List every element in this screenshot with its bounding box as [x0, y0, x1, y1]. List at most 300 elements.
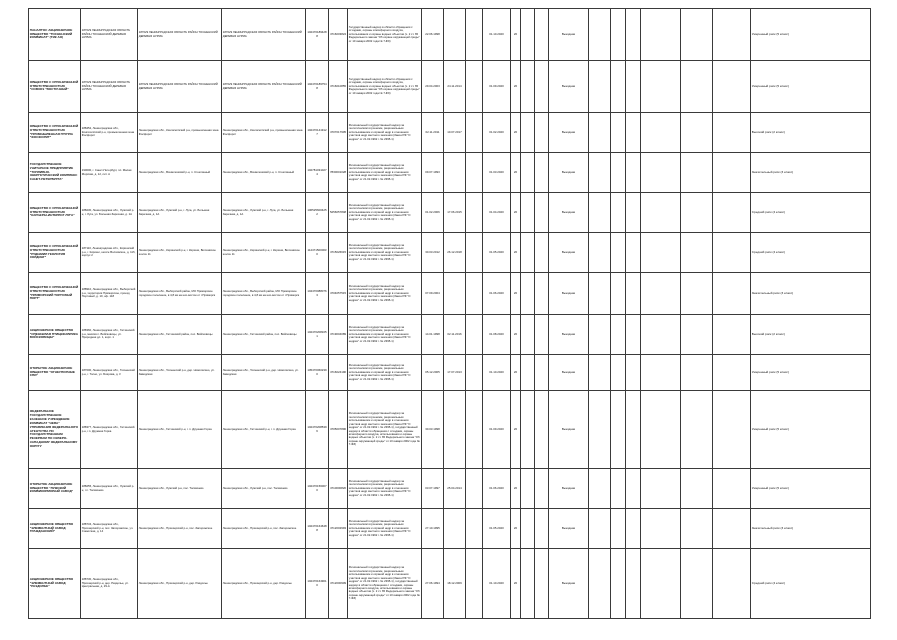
table-row	[29, 355, 871, 391]
cell-empty	[713, 153, 751, 193]
cell-date1: 14.01.1998	[422, 315, 444, 355]
cell-empty	[713, 549, 751, 619]
cell-ogrn: 1024701419127	[306, 113, 329, 153]
cell-address1: 188360, Ленинградская обл., Гатчинский р-н, массив п. Войсковицы, ул. Природная дл. 1, корп. 1	[81, 315, 138, 355]
cell-form: Выездная	[549, 9, 589, 61]
cell-date1: 02.11.2011	[422, 113, 444, 153]
cell-empty	[626, 355, 641, 391]
cell-empty	[611, 549, 626, 619]
cell-address3: Ленинградская обл., Лужский р-н, пос. Толмачево	[222, 469, 306, 509]
cell-empty	[535, 113, 549, 153]
cell-inn: 4707017905	[329, 113, 348, 153]
cell-inn: 4712000909	[329, 549, 348, 619]
cell-date1: 07.09.2004	[422, 273, 444, 315]
cell-desc: Региональный государственный надзор за геологическим изучением, рациональным использованием и охраной недр в отношении участков недр местного значения (Закон РФ "О недрах" от 21.02.1992 г. № 2395-1)	[348, 355, 422, 391]
cell-risk: Значительный риск (3 класс)	[751, 509, 871, 549]
cell-address2: Ленинградская обл., Лужский р-н, пос. Толмачево	[138, 469, 222, 509]
cell-empty	[611, 9, 626, 61]
cell-name: ОБЩЕСТВО С ОГРАНИЧЕННОЙ ОТВЕТСТВЕННОСТЬЮ "ПРИМОРСКИЙ ТОРГОВЫЙ ПОРТ"	[29, 273, 81, 315]
cell-date2	[444, 153, 466, 193]
cell-ogrn: 1024701649010	[306, 549, 329, 619]
cell-date1: 29.04.2003	[422, 61, 444, 113]
cell-empty	[626, 9, 641, 61]
cell-ogrn: 1124715000030	[306, 233, 329, 273]
cell-empty	[466, 509, 483, 549]
cell-date2	[444, 391, 466, 469]
cell-start: 01.08.2020	[483, 315, 511, 355]
cell-empty	[466, 193, 483, 233]
cell-desc: Региональный государственный надзор за геологическим изучением, рациональным использованием и охраной недр в отношении участков недр местного значения (Закон РФ "О недрах" от 21.02.1992 г. № 2395-1)	[348, 315, 422, 355]
cell-form: Выездная	[549, 469, 589, 509]
cell-risk: Средний риск (4 класс)	[751, 193, 871, 233]
cell-address1: 187000, Ленинградская обл., Тосненский р-н, г. Тосно, ул. Боярова, д. 3	[81, 355, 138, 391]
cell-date2: 24.11.2014	[444, 61, 466, 113]
cell-empty	[589, 113, 611, 153]
cell-address3: Ленинградская обл., Лужский р-н, г. Луга, ул. Большая Заречная, д. 1А	[222, 193, 306, 233]
cell-address1: 188230, Ленинградская обл., Лужский р-н, г. Луга, ул. Большая Заречная, д. 1А	[81, 193, 138, 233]
cell-start: 01.10.2020	[483, 9, 511, 61]
cell-date1: 01.02.2006	[422, 193, 444, 233]
cell-address2: 187029 ЛЕНИНГРАДСКАЯ ОБЛАСТЬ РАЙОН ТОСНЕНСКИЙ ДЕРЕВНЯ НУРМА	[138, 61, 222, 113]
cell-empty	[589, 391, 611, 469]
cell-inn: 4716024190	[329, 355, 348, 391]
cell-form: Выездная	[549, 549, 589, 619]
cell-desc: Государственный надзор в области обращения с отходами, охраны атмосферного воздуха, использования и охраны водных объектов (ч. 2 ст. 65 Федерального закона "Об охране окружающей среды" от 10 января 2002 года № 7-ФЗ)	[348, 9, 422, 61]
cell-start: 01.05.2020	[483, 509, 511, 549]
cell-date2: 17.06.2015	[444, 193, 466, 233]
cell-risk: Значительный риск (3 класс)	[751, 273, 871, 315]
cell-empty	[681, 273, 713, 315]
cell-address3: 187029 ЛЕНИНГРАДСКАЯ ОБЛАСТЬ РАЙОН ТОСНЕНСКИЙ ДЕРЕВНЯ НУРМА	[222, 61, 306, 113]
cell-empty	[611, 355, 626, 391]
cell-address1: 190000, г. Санкт-Петербург, пл. Малая Морская, д. 12, лит. А	[81, 153, 138, 193]
cell-date2: 26.12.2018	[444, 233, 466, 273]
cell-address2: Ленинградская обл., Гатчинский р-н, г. п. Дружная Горка	[138, 391, 222, 469]
cell-date2: 18.12.2009	[444, 549, 466, 619]
cell-empty	[641, 509, 681, 549]
cell-empty	[589, 193, 611, 233]
cell-empty	[466, 153, 483, 193]
cell-form: Выездная	[549, 233, 589, 273]
cell-address2: Ленинградская обл., Кингисеппский р-н, промышленная зона Фосфорит	[138, 113, 222, 153]
cell-empty	[626, 315, 641, 355]
cell-empty	[521, 391, 535, 469]
cell-address1: 188910, Ленинградская обл., Выборгский р-н, территория Приморское, проезд Портовый, д. 10, оф. 118	[81, 273, 138, 315]
cell-empty	[713, 469, 751, 509]
table-row	[29, 9, 871, 61]
cell-desc: Региональный государственный надзор за геологическим изучением, рациональным использованием и охраной недр в отношении участков недр местного значения (Закон РФ "О недрах" от 21.02.1992 г. № 2395-1)	[348, 469, 422, 509]
cell-ogrn: 1027810310274	[306, 153, 329, 193]
cell-desc: Государственный надзор в области обращения с отходами, охраны атмосферного воздуха, использования и охраны водных объектов (ч. 2 ст. 65 Федерального закона "Об охране окружающей среды" от 10 января 2002 года № 7-ФЗ)	[348, 61, 422, 113]
cell-empty	[681, 233, 713, 273]
cell-address2: Ленинградская обл., Приозерский р-н, пос. Запорожское	[138, 509, 222, 549]
cell-name: ОБЩЕСТВО С ОГРАНИЧЕННОЙ ОТВЕТСТВЕННОСТЬЮ "ПРОМЫШЛЕННАЯ ГРУППА "ФОСФОРИТ"	[29, 113, 81, 153]
cell-form: Выездная	[549, 509, 589, 549]
cell-empty	[641, 233, 681, 273]
cell-address3: Ленинградская обл., Гатчинский р-н, г. п. Дружная Горка	[222, 391, 306, 469]
cell-start: 01.10.2020	[483, 549, 511, 619]
cell-address2: Ленинградская обл., Выборгский район, МО Приморское городское поселение, в 4,8 км на юго-восток от г.Приморск	[138, 273, 222, 315]
table-row	[29, 193, 871, 233]
cell-empty	[466, 469, 483, 509]
cell-empty	[466, 391, 483, 469]
cell-date1: 22.06.1998	[422, 9, 444, 61]
cell-address1: 187110, Ленинградская обл., Киришский р-н, г. Кириши, шоссе Волховское, д. 11б, корпус 2	[81, 233, 138, 273]
cell-empty	[626, 61, 641, 113]
cell-date1: 27.06.1994	[422, 549, 444, 619]
cell-empty	[681, 61, 713, 113]
cell-risk: Умеренный риск (5 класс)	[751, 469, 871, 509]
cell-address3: Ленинградская обл., Приозерский р-н, пос. Запорожское	[222, 509, 306, 549]
cell-name: АКЦИОНЕРНОЕ ОБЩЕСТВО "ЭЛЕМЕНТНЫЙ ЗАВОД "РАЗДОЛЬЕ"	[29, 549, 81, 619]
cell-days: 20	[511, 9, 521, 61]
cell-address3: Ленинградская обл., Всеволожский р-н, п. Стеклянный	[222, 153, 306, 193]
cell-date1: 27.10.1995	[422, 509, 444, 549]
cell-empty	[641, 549, 681, 619]
cell-address1: 187029 ЛЕНИНГРАДСКАЯ ОБЛАСТЬ РАЙОН ТОСНЕНСКИЙ ДЕРЕВНЯ НУРМА	[81, 61, 138, 113]
cell-empty	[589, 355, 611, 391]
table-row	[29, 549, 871, 619]
cell-risk: Умеренный риск (5 класс)	[751, 391, 871, 469]
cell-start: 01.10.2020	[483, 355, 511, 391]
cell-empty	[713, 193, 751, 233]
cell-empty	[641, 355, 681, 391]
cell-empty	[535, 61, 549, 113]
cell-days: 20	[511, 113, 521, 153]
cell-empty	[713, 113, 751, 153]
cell-empty	[589, 9, 611, 61]
cell-empty	[521, 61, 535, 113]
cell-date1: 30.03.2012	[422, 233, 444, 273]
cell-address1: 187029 ЛЕНИНГРАДСКАЯ ОБЛАСТЬ РАЙОН ТОСНЕНСКИЙ ДЕРЕВНЯ НУРМА	[81, 9, 138, 61]
cell-empty	[713, 315, 751, 355]
cell-risk: Умеренный риск (5 класс)	[751, 355, 871, 391]
cell-empty	[713, 273, 751, 315]
cell-empty	[626, 193, 641, 233]
cell-risk: Высокий риск (2 класс)	[751, 315, 871, 355]
cell-empty	[589, 273, 611, 315]
cell-risk: Средний риск (4 класс)	[751, 233, 871, 273]
cell-date2: 02.11.2016	[444, 315, 466, 355]
cell-address3: Ленинградская обл., Тосненский р-н, дер. Новолисино, ул. Заводская	[222, 355, 306, 391]
cell-inn: 4712002993	[329, 509, 348, 549]
cell-start: 01.09.2020	[483, 61, 511, 113]
cell-empty	[521, 469, 535, 509]
cell-empty	[466, 355, 483, 391]
cell-empty	[626, 509, 641, 549]
cell-empty	[535, 153, 549, 193]
cell-days: 20	[511, 153, 521, 193]
cell-inn: 4715026615	[329, 233, 348, 273]
inspection-plan-sheet	[28, 8, 870, 624]
table-row	[29, 113, 871, 153]
cell-empty	[611, 391, 626, 469]
cell-ogrn: 1024701560070	[306, 469, 329, 509]
cell-date2	[444, 9, 466, 61]
cell-empty	[521, 315, 535, 355]
cell-name: ФЕДЕРАЛЬНОЕ ГОСУДАРСТВЕННОЕ КАЗЕННОЕ УЧРЕЖДЕНИЕ КОМБИНАТ "НЕВА" УПРАВЛЕНИЯ ФЕДЕРАЛЬНОГО АГЕНТСТВА ПО ГОСУДАРСТВЕННЫМ РЕЗЕРВАМ ПО СЕВЕРО-ЗАПАДНОМУ ФЕДЕРАЛЬНОМУ ОКРУГУ	[29, 391, 81, 469]
cell-address2: Ленинградская обл., Киришский р-н, г. Кириши, Волховское шоссе 11	[138, 233, 222, 273]
cell-name: ГОСУДАРСТВЕННОЕ УНИТАРНОЕ ПРЕДПРИЯТИЕ "ТОПЛИВНО-ЭНЕРГЕТИЧЕСКИЙ КОМПЛЕКС САНКТ-ПЕТЕРБУРГА"	[29, 153, 81, 193]
cell-name: ОТКРЫТОЕ АКЦИОНЕРНОЕ ОБЩЕСТВО "ЛУЖСКИЙ КОМБИКОРМОВЫЙ ЗАВОД"	[29, 469, 81, 509]
cell-empty	[611, 469, 626, 509]
cell-address2: Ленинградская обл., Тосненский р-н, дер. Новолисино, ул. Заводская	[138, 355, 222, 391]
cell-start: 01.06.2020	[483, 273, 511, 315]
cell-empty	[535, 355, 549, 391]
cell-date1: 03.07.1997	[422, 469, 444, 509]
table-row	[29, 61, 871, 113]
cell-empty	[626, 153, 641, 193]
cell-empty	[521, 193, 535, 233]
cell-empty	[641, 273, 681, 315]
cell-empty	[466, 61, 483, 113]
cell-ogrn: 1024702081651	[306, 315, 329, 355]
table-row	[29, 509, 871, 549]
cell-address3: 187029 ЛЕНИНГРАДСКАЯ ОБЛАСТЬ РАЙОН ТОСНЕНСКИЙ ДЕРЕВНЯ НУРМА	[222, 9, 306, 61]
cell-start: 01.05.2020	[483, 233, 511, 273]
cell-empty	[641, 315, 681, 355]
cell-ogrn: 1054700602390	[306, 355, 329, 391]
cell-empty	[626, 391, 641, 469]
cell-empty	[641, 61, 681, 113]
cell-form: Выездная	[549, 153, 589, 193]
cell-inn: 4716003824	[329, 9, 348, 61]
cell-empty	[589, 549, 611, 619]
cell-name: АКЦИОНЕРНОЕ ОБЩЕСТВО "ОПЕНЬЕВАЯ ПТИЦЕФАБРИКА ВОЙСКОВИЦЫ"	[29, 315, 81, 355]
cell-empty	[713, 61, 751, 113]
cell-form: Выездная	[549, 273, 589, 315]
cell-name: ОТКРЫТОЕ АКЦИОНЕРНОЕ ОБЩЕСТВО "ОГНЕУПОРНЫЕ СПИ"	[29, 355, 81, 391]
cell-form: Выездная	[549, 193, 589, 233]
cell-name: ПАНАЛТОС АКЦИОНЕРНОЕ ОБЩЕСТВО "ТОСНЕНСКИЙ КОМБИНАТ" (ТИК АО)	[29, 9, 81, 61]
cell-address2: Ленинградская обл., Приозерский р-н, дер. Раздолье	[138, 549, 222, 619]
cell-empty	[521, 153, 535, 193]
cell-empty	[611, 233, 626, 273]
cell-empty	[589, 315, 611, 355]
inspection-plan-table	[28, 8, 871, 619]
cell-days: 20	[511, 273, 521, 315]
cell-date1: 30.03.1998	[422, 391, 444, 469]
cell-empty	[466, 549, 483, 619]
cell-risk: Умеренный риск (5 класс)	[751, 9, 871, 61]
cell-empty	[611, 153, 626, 193]
cell-date1: 05.12.2005	[422, 355, 444, 391]
cell-address1: 188255, Ленинградская обл., Лужский р-н, г.п. Толмачево	[81, 469, 138, 509]
cell-empty	[626, 549, 641, 619]
cell-empty	[681, 509, 713, 549]
cell-empty	[681, 193, 713, 233]
cell-empty	[611, 273, 626, 315]
cell-empty	[521, 9, 535, 61]
cell-form: Выездная	[549, 113, 589, 153]
cell-form: Выездная	[549, 391, 589, 469]
cell-days: 20	[511, 315, 521, 355]
cell-empty	[641, 193, 681, 233]
cell-empty	[589, 153, 611, 193]
cell-inn: 7830001028	[329, 153, 348, 193]
cell-desc: Региональный государственный надзор за геологическим изучением, рациональным использованием и охраной недр в отношении участков недр местного значения (Закон РФ "О недрах" от 21.02.1992 г. № 2395-1), государственный надзор в области обращения с отходами, охраны атмосферного воздуха, использования и охраны водных объектов (ч. 2 ст. 65 Федерального закона "Об охране окружающей среды" от 10 января 2002 года № 7-ФЗ)	[348, 391, 422, 469]
cell-address2: 187029 ЛЕНИНГРАДСКАЯ ОБЛАСТЬ РАЙОН ТОСНЕНСКИЙ ДЕРЕВНЯ НУРМА	[138, 9, 222, 61]
cell-address1: 188730, Ленинградская обл., Приозерский р-н, дер. Раздолье, ул. Центральная, д. 29-А	[81, 549, 138, 619]
cell-days: 20	[511, 355, 521, 391]
cell-empty	[466, 113, 483, 153]
cell-name: АКЦИОНЕРНОЕ ОБЩЕСТВО "ЭЛЕМЕНТНЫЙ ЗАВОД ГРАЖДАНСКИЙ"	[29, 509, 81, 549]
cell-ogrn: 1024701894288	[306, 9, 329, 61]
cell-empty	[611, 113, 626, 153]
cell-empty	[535, 315, 549, 355]
cell-risk: Средний риск (4 класс)	[751, 549, 871, 619]
cell-empty	[466, 9, 483, 61]
cell-ogrn: 1044700880763	[306, 273, 329, 315]
cell-desc: Региональный государственный надзор за геологическим изучением, рациональным использованием и охраной недр в отношении участков недр местного значения (Закон РФ "О недрах" от 21.02.1992 г. № 2395-1)	[348, 273, 422, 315]
cell-days: 20	[511, 61, 521, 113]
cell-empty	[521, 509, 535, 549]
cell-empty	[626, 469, 641, 509]
cell-start: 01.06.2020	[483, 469, 511, 509]
cell-empty	[641, 153, 681, 193]
cell-date2	[444, 509, 466, 549]
cell-empty	[521, 355, 535, 391]
cell-empty	[641, 9, 681, 61]
cell-inn: 4716010855	[329, 61, 348, 113]
table-row	[29, 153, 871, 193]
cell-address1: 188452, Ленинградская обл., Кингисеппский р-н, промышленная зона Фосфорит	[81, 113, 138, 153]
cell-address2: Ленинградская обл., Всеволожский р-н, п. Стеклянный	[138, 153, 222, 193]
cell-empty	[611, 61, 626, 113]
cell-ogrn: 1024701897548	[306, 61, 329, 113]
cell-empty	[681, 391, 713, 469]
cell-form: Выездная	[549, 315, 589, 355]
cell-empty	[681, 153, 713, 193]
cell-empty	[681, 9, 713, 61]
cell-days: 20	[511, 469, 521, 509]
cell-empty	[589, 233, 611, 273]
cell-empty	[681, 549, 713, 619]
cell-days: 20	[511, 391, 521, 469]
cell-name: ОБЩЕСТВО С ОГРАНИЧЕННОЙ ОТВЕТСТВЕННОСТЬЮ "СОВХОЗ "ВОСТОЧНЫЙ"	[29, 61, 81, 113]
cell-address2: Ленинградская обл., Гатчинский район, пос. Войсковицы	[138, 315, 222, 355]
cell-start: 01.04.2020	[483, 193, 511, 233]
cell-empty	[535, 273, 549, 315]
cell-empty	[681, 113, 713, 153]
cell-form: Выездная	[549, 355, 589, 391]
cell-empty	[535, 9, 549, 61]
cell-name: ОБЩЕСТВО С ОГРАНИЧЕННОЙ ОТВЕТСТВЕННОСТЬЮ "КАРЬЕРЫ-ИНТЕРЛОГ ЛУГА"	[29, 193, 81, 233]
cell-empty	[535, 509, 549, 549]
cell-days: 20	[511, 193, 521, 233]
cell-desc: Региональный государственный надзор за геологическим изучением, рациональным использованием и охраной недр в отношении участков недр местного значения (Закон РФ "О недрах" от 21.02.1992 г. № 2395-1)	[348, 233, 422, 273]
cell-empty	[713, 509, 751, 549]
cell-address1: 188377, Ленинградская обл., Гатчинский р-н, г.п. Дружная Горка	[81, 391, 138, 469]
cell-start: 01.03.2020	[483, 153, 511, 193]
cell-date2: 10.07.2017	[444, 113, 466, 153]
cell-empty	[589, 61, 611, 113]
cell-empty	[681, 315, 713, 355]
cell-address3: Ленинградская обл., Кингисеппский р-н, промышленная зона Фосфорит	[222, 113, 306, 153]
table-row	[29, 273, 871, 315]
cell-empty	[611, 193, 626, 233]
cell-empty	[535, 469, 549, 509]
cell-start: 01.09.2020	[483, 391, 511, 469]
cell-form: Выездная	[549, 61, 589, 113]
cell-days: 20	[511, 509, 521, 549]
cell-address2: Ленинградская обл., Лужский р-н, г. Луга, ул. Большая Заречная, д. 1А	[138, 193, 222, 233]
cell-empty	[713, 9, 751, 61]
cell-address3: Ленинградская обл., Приозерский р-н, дер. Раздолье	[222, 549, 306, 619]
cell-empty	[466, 273, 483, 315]
cell-empty	[626, 113, 641, 153]
cell-empty	[641, 113, 681, 153]
cell-inn: 4719004089	[329, 315, 348, 355]
cell-risk: Высокий риск (2 класс)	[751, 113, 871, 153]
cell-days: 20	[511, 233, 521, 273]
cell-empty	[535, 233, 549, 273]
cell-empty	[641, 391, 681, 469]
table-row	[29, 391, 871, 469]
cell-start: 01.02.2020	[483, 113, 511, 153]
cell-empty	[681, 355, 713, 391]
cell-ogrn: 1024702085396	[306, 391, 329, 469]
cell-empty	[713, 391, 751, 469]
cell-empty	[589, 469, 611, 509]
table-row	[29, 469, 871, 509]
cell-days: 20	[511, 549, 521, 619]
cell-inn: 4705007896	[329, 391, 348, 469]
cell-desc: Региональный государственный надзор за геологическим изучением, рациональным использованием и охраной недр в отношении участков недр местного значения (Закон РФ "О недрах" от 21.02.1992 г. № 2395-1)	[348, 509, 422, 549]
cell-address1: 188734, Ленинградская обл., Приозерский р-н, пос. Запорожское, ул. Советская, д. 14	[81, 509, 138, 549]
cell-desc: Региональный государственный надзор за геологическим изучением, рациональным использованием и охраной недр в отношении участков недр местного значения (Закон РФ "О недрах" от 21.02.1992 г. № 2395-1), государственный надзор в области обращения с отходами, охраны атмосферного воздуха, использования и охраны водных объектов (ч. 2 ст. 65 Федерального закона "Об охране окружающей среды" от 10 января 2002 года № 7-ФЗ)	[348, 549, 422, 619]
cell-inn: 4710000820	[329, 469, 348, 509]
cell-address3: Ленинградская обл., Выборгский район, МО Приморское городское поселение, в 4,8 км на юго-восток от г.Приморск	[222, 273, 306, 315]
cell-date2: 25.04.2014	[444, 469, 466, 509]
cell-empty	[466, 315, 483, 355]
cell-address3: Ленинградская обл., Киришский р-н, г. Кириши, Волховское шоссе 11	[222, 233, 306, 273]
cell-empty	[713, 355, 751, 391]
cell-empty	[641, 469, 681, 509]
cell-desc: Региональный государственный надзор за геологическим изучением, рациональным использованием и охраной недр в отношении участков недр местного значения (Закон РФ "О недрах" от 21.02.1992 г. № 2395-1)	[348, 113, 422, 153]
cell-empty	[521, 233, 535, 273]
cell-empty	[611, 315, 626, 355]
cell-risk: Значительный риск (3 класс)	[751, 153, 871, 193]
cell-empty	[535, 549, 549, 619]
cell-date2	[444, 273, 466, 315]
cell-date2: 17.07.2013	[444, 355, 466, 391]
table-row	[29, 233, 871, 273]
cell-empty	[535, 193, 549, 233]
cell-ogrn: 1065256004252	[306, 193, 329, 233]
cell-empty	[681, 469, 713, 509]
cell-empty	[535, 391, 549, 469]
cell-address3: Ленинградская обл., Гатчинский район, пос. Войсковицы	[222, 315, 306, 355]
cell-date1: 09.07.1993	[422, 153, 444, 193]
table-row	[29, 315, 871, 355]
cell-desc: Региональный государственный надзор за геологическим изучением, рациональным использованием и охраной недр в отношении участков недр местного значения (Закон РФ "О недрах" от 21.02.1992 г. № 2395-1)	[348, 153, 422, 193]
cell-empty	[713, 233, 751, 273]
cell-ogrn: 1024701646488	[306, 509, 329, 549]
cell-empty	[589, 509, 611, 549]
cell-empty	[521, 549, 535, 619]
cell-empty	[466, 233, 483, 273]
cell-desc: Региональный государственный надзор за геологическим изучением, рациональным использованием и охраной недр в отношении участков недр местного значения (Закон РФ "О недрах" от 21.02.1992 г. № 2395-1)	[348, 193, 422, 233]
cell-empty	[521, 113, 535, 153]
cell-empty	[626, 233, 641, 273]
cell-inn: 5256057848	[329, 193, 348, 233]
cell-empty	[521, 273, 535, 315]
cell-risk: Умеренный риск (5 класс)	[751, 61, 871, 113]
cell-inn: 4704057515	[329, 273, 348, 315]
cell-empty	[611, 509, 626, 549]
cell-name: ОБЩЕСТВО С ОГРАНИЧЕННОЙ ОТВЕТСТВЕННОСТЬЮ "РУДЫМИЛ ГЕОЛОГИЯ ХОЛДИНГ"	[29, 233, 81, 273]
